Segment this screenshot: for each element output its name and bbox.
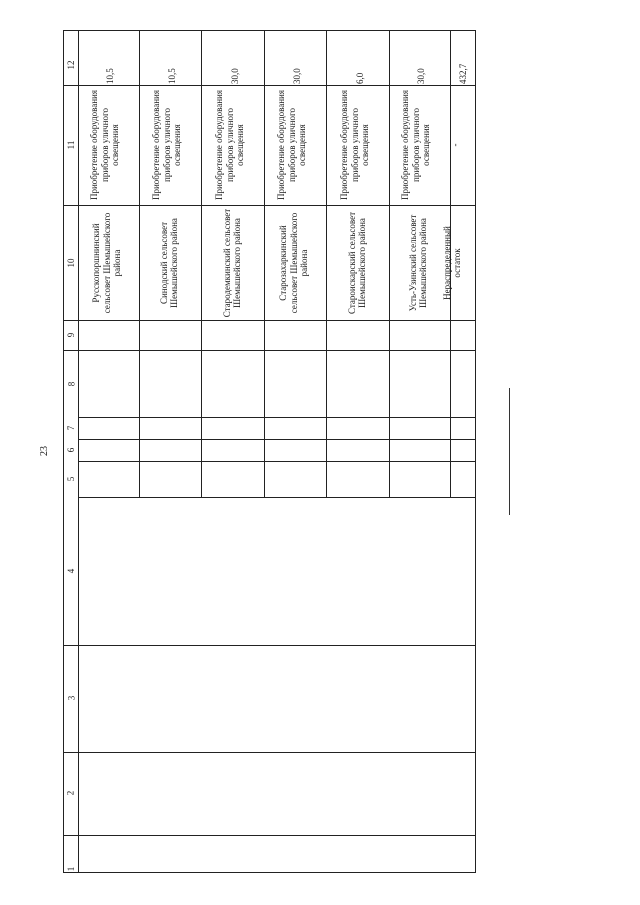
- column-divider: [64, 645, 475, 646]
- recipient-cell: Синодский сельсовет Шемышейского района: [158, 218, 179, 308]
- amount-cell: 432,7: [457, 63, 468, 84]
- column-number: 1: [65, 866, 76, 872]
- recipient-cell: Староискарский сельсовет Шемышейского района: [346, 211, 367, 315]
- column-number: 6: [65, 447, 76, 453]
- recipient-cell: Старозахаркинский сельсовет Шемышейского района: [278, 212, 310, 314]
- purpose-cell: Приобретение оборудования приборов уличного освещения: [400, 89, 432, 201]
- column-divider: [64, 320, 475, 321]
- purpose-cell: Приобретение оборудования приборов уличного освещения: [214, 89, 246, 201]
- column-divider: [64, 752, 475, 753]
- purpose-cell: Приобретение оборудования приборов уличного освещения: [151, 89, 183, 201]
- column-number: 4: [65, 568, 76, 574]
- column-divider: [78, 497, 475, 498]
- purpose-cell: Приобретение оборудования приборов уличного освещения: [276, 89, 308, 201]
- amount-cell: 10,5: [104, 68, 115, 84]
- purpose-cell: Приобретение оборудования приборов уличного освещения: [339, 89, 371, 201]
- column-number: 11: [65, 140, 76, 150]
- column-divider: [64, 835, 475, 836]
- column-number: 12: [65, 60, 76, 70]
- recipient-cell: Усть-Узинский сельсовет Шемышейского района: [407, 214, 428, 312]
- purpose-cell: -: [449, 143, 460, 147]
- column-number: 10: [65, 258, 76, 268]
- column-divider: [64, 350, 475, 351]
- amount-cell: 10,5: [166, 68, 177, 84]
- amount-cell: 30,0: [415, 68, 426, 84]
- column-number: 5: [65, 476, 76, 482]
- column-number: 3: [66, 695, 77, 701]
- page-number: 23: [39, 446, 50, 456]
- column-number: 8: [66, 381, 77, 387]
- column-number: 7: [65, 425, 76, 431]
- recipient-cell: Русскопоршнинский сельсовет Шемышейского района: [91, 212, 123, 314]
- recipient-cell: Стародемкинский сельсовет Шемышейского района: [221, 208, 242, 318]
- column-divider: [64, 205, 475, 206]
- column-divider: [78, 417, 475, 418]
- column-divider: [78, 439, 475, 440]
- column-divider: [78, 461, 475, 462]
- recipient-cell: Нераспределенный остаток: [441, 226, 462, 300]
- separator-line: [509, 388, 510, 515]
- amount-cell: 30,0: [229, 68, 240, 84]
- data-table: [63, 30, 476, 873]
- purpose-cell: Приобретение оборудования приборов уличного освещения: [89, 89, 121, 201]
- column-number: 2: [65, 790, 76, 796]
- amount-cell: 30,0: [291, 68, 302, 84]
- amount-cell: 6,0: [354, 72, 365, 84]
- column-number: 9: [65, 332, 76, 338]
